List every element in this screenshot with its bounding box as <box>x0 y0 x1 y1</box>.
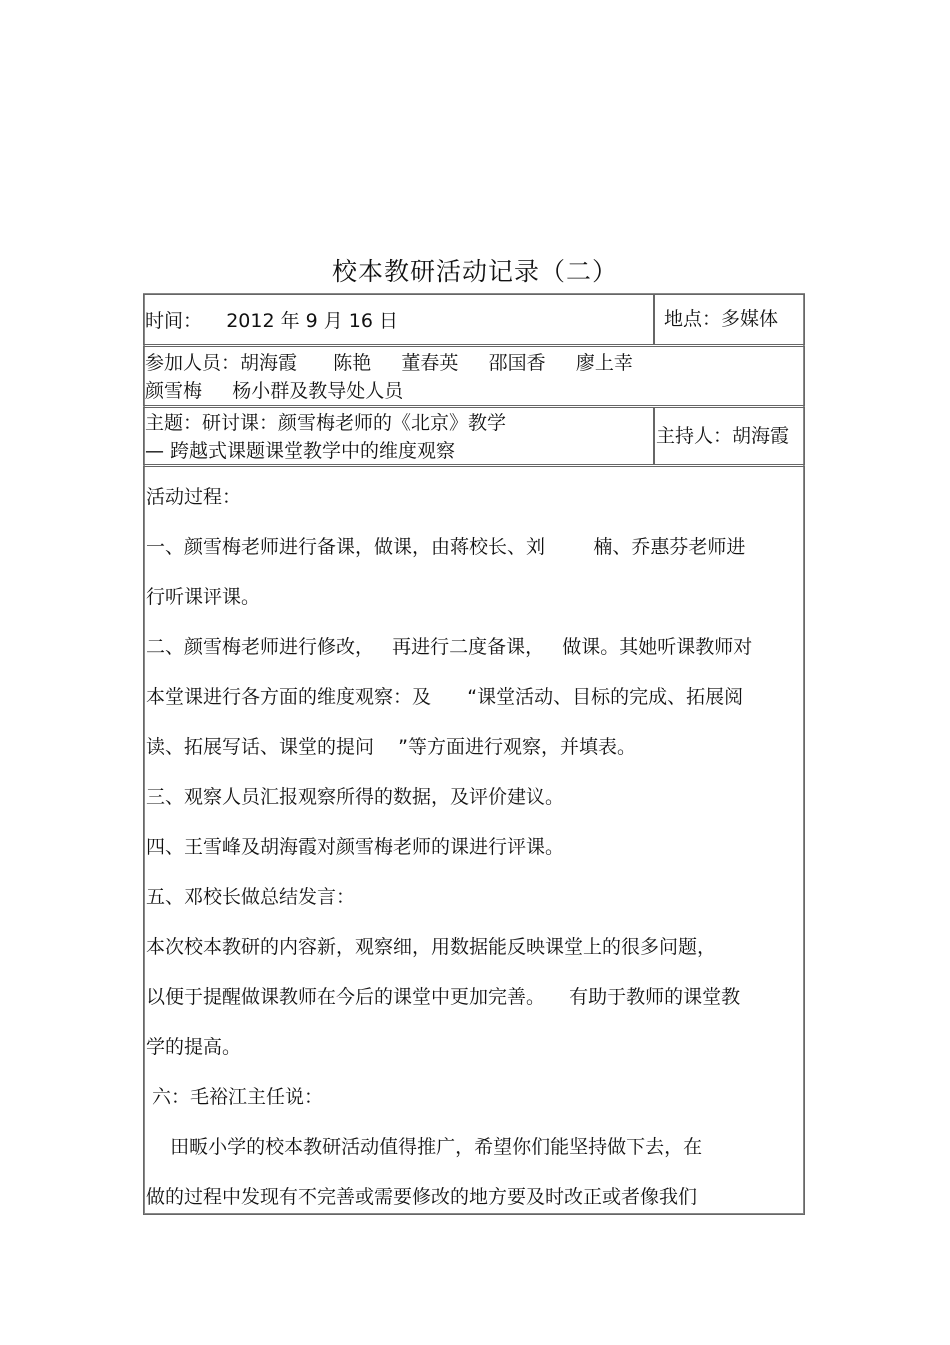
host-text: 主持人：胡海霞 <box>656 425 790 447</box>
location-cell <box>654 294 805 345</box>
process-line: 六：毛裕江主任说： <box>146 1086 324 1108</box>
host-cell <box>654 407 805 465</box>
topic-cell <box>143 407 654 465</box>
process-line: 读、拓展写话、课堂的提问 ”等方面进行观察，并填表。 <box>146 736 637 758</box>
participants-cell <box>143 346 805 406</box>
process-line: 本次校本教研的内容新，观察细，用数据能反映课堂上的很多问题， <box>146 936 717 958</box>
process-line: 行听课评课。 <box>146 586 261 608</box>
process-line: 三、观察人员汇报观察所得的数据，及评价建议。 <box>146 786 565 808</box>
topic-line-2: — 跨越式课题课堂教学中的维度观察 <box>145 440 456 462</box>
time-label: 时间： <box>145 310 203 332</box>
page-title: 校本教研活动记录（二） <box>331 257 618 286</box>
topic-line-1: 主题：研讨课：颜雪梅老师的《北京》教学 <box>145 412 507 434</box>
process-line: 二、颜雪梅老师进行修改， 再进行二度备课， 做课。其她听课教师对 <box>146 636 753 658</box>
process-line: 田畈小学的校本教研活动值得推广，希望你们能坚持做下去，在 <box>146 1136 703 1158</box>
process-line: 做的过程中发现有不完善或需要修改的地方要及时改正或者像我们 <box>146 1186 698 1208</box>
process-line: 四、王雪峰及胡海霞对颜雪梅老师的课进行评课。 <box>146 836 565 858</box>
process-heading: 活动过程： <box>146 486 242 508</box>
location-text: 地点：多媒体 <box>664 308 779 330</box>
process-line: 一、颜雪梅老师进行备课，做课，由蒋校长、刘 楠、乔惠芬老师进 <box>146 536 746 558</box>
participants-line-1: 参加人员：胡海霞 陈艳 董春英 邵国香 廖上幸 <box>145 352 633 374</box>
process-cell <box>143 466 805 1215</box>
process-line: 五、邓校长做总结发言： <box>146 886 356 908</box>
process-line: 本堂课进行各方面的维度观察：及 “课堂活动、目标的完成、拓展阅 <box>146 686 744 708</box>
process-line: 学的提高。 <box>146 1036 242 1058</box>
participants-line-2: 颜雪梅 杨小群及教导处人员 <box>145 380 404 402</box>
process-line: 以便于提醒做课教师在今后的课堂中更加完善。 有助于教师的课堂教 <box>146 986 741 1008</box>
time-cell <box>143 294 654 345</box>
time-value: 2012 年 9 月 16 日 <box>226 310 399 332</box>
